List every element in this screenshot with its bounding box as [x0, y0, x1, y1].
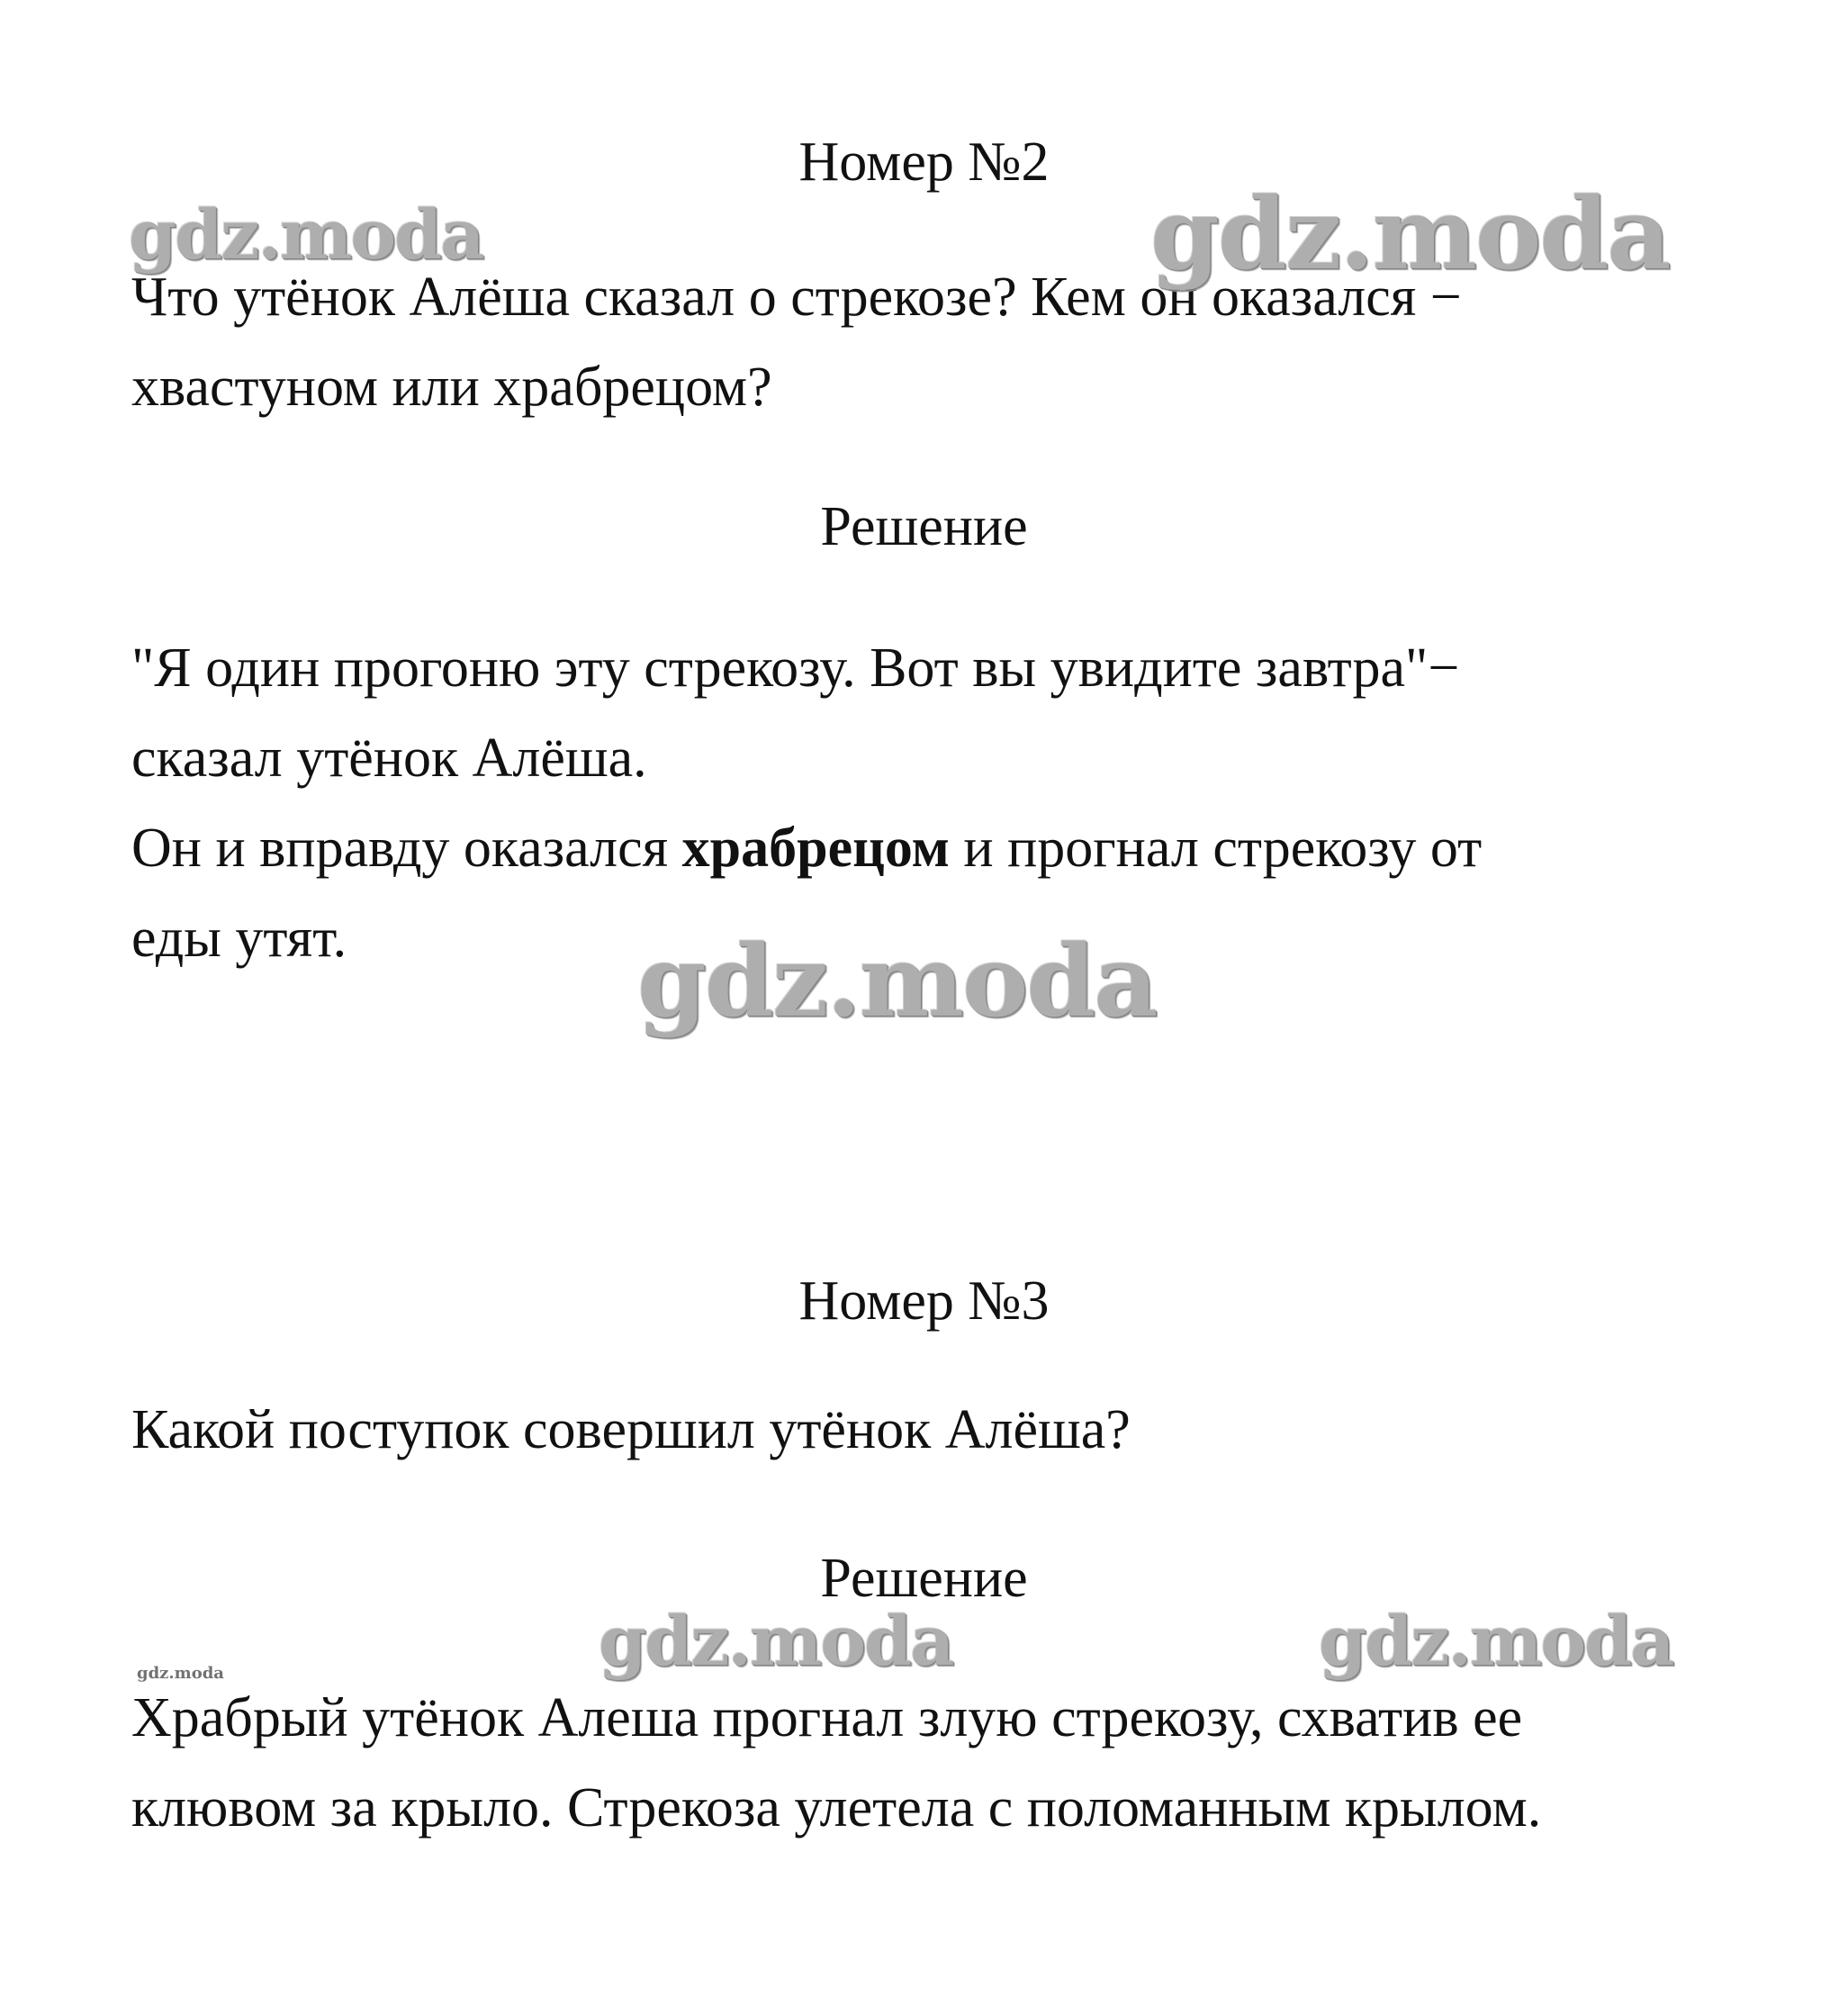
- task2-answer-bold-word: храбрецом: [681, 818, 950, 879]
- task3-question-line: Какой поступок совершил утёнок Алёша?: [131, 1399, 1131, 1460]
- task3-solution-heading: Решение: [820, 1548, 1028, 1609]
- task2-solution-heading: Решение: [820, 496, 1028, 557]
- task2-question-line-1: Что утёнок Алёша сказал о стрекозе? Кем он оказался −: [131, 267, 1462, 328]
- task3-answer: [131, 1673, 1541, 1853]
- task2-question-line-2: хвастуном или храбрецом?: [131, 357, 772, 418]
- watermark-top-left: gdz.moda: [129, 194, 483, 275]
- task2-answer-line-3-start: Он и вправду оказался: [131, 818, 682, 879]
- task3-title: Номер №3: [798, 1270, 1050, 1332]
- task2-answer-line-2: сказал утёнок Алёша.: [131, 727, 647, 789]
- task2-answer-line-3-end: и прогнал стрекозу от: [949, 818, 1483, 879]
- watermark-top-right: gdz.moda: [1150, 176, 1670, 292]
- task3-answer-line-1: Храбрый утёнок Алеша прогнал злую стрекозу, схватив ее: [131, 1687, 1523, 1748]
- watermark-tiny: gdz.moda: [137, 1664, 224, 1683]
- task3-question: [131, 1385, 1131, 1475]
- task2-answer-line-3: [131, 803, 1482, 893]
- task3-answer-line-2: клювом за крыло. Стрекоза улетела с поломанным крылом.: [131, 1777, 1542, 1839]
- task2-answer-line-1: "Я один прогоню эту стрекозу. Вот вы увидите завтра"−: [131, 637, 1460, 699]
- watermark-bottom-right: gdz.moda: [1319, 1601, 1673, 1681]
- task2-title: Номер №2: [798, 131, 1050, 193]
- watermark-center: gdz.moda: [637, 923, 1157, 1039]
- task2-answer-line-4: еды утят.: [131, 908, 347, 969]
- watermark-bottom-middle: gdz.moda: [599, 1601, 953, 1681]
